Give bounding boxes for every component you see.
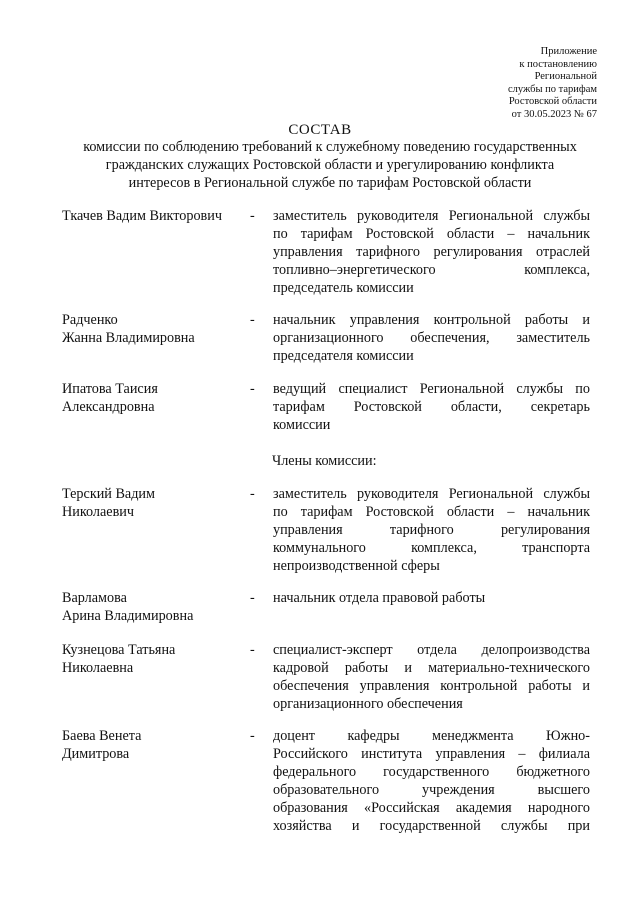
name-line: Баева Венета: [62, 728, 142, 744]
dash-separator: -: [250, 486, 255, 502]
appendix-note: [508, 46, 597, 121]
subtitle-line: интересов в Региональной службе по тарифам Ростовской области: [128, 175, 532, 191]
name-line: Николаевич: [62, 504, 135, 520]
document-title: СОСТАВ: [288, 122, 352, 138]
role-line: непроизводственной сферы: [273, 558, 440, 574]
member-role: [273, 311, 590, 365]
dash-separator: -: [250, 312, 255, 328]
role-line: Российского института управления – филиала: [273, 746, 590, 762]
name-line: Ипатова Таисия: [62, 381, 158, 397]
role-line: по тарифам Ростовской области – начальник: [273, 226, 590, 242]
name-line: Радченко: [62, 312, 118, 328]
member-role: [273, 380, 590, 434]
role-line: заместитель руководителя Региональной службы: [273, 486, 590, 502]
dash-separator: -: [250, 642, 255, 658]
name-line: Димитрова: [62, 746, 130, 762]
role-line: комиссии: [273, 417, 331, 433]
member-name: [62, 589, 247, 625]
appendix-line: Ростовской области: [508, 96, 597, 107]
role-line: коммунального комплекса, транспорта: [273, 540, 590, 556]
name-line: Николаевна: [62, 660, 134, 676]
members-heading: Члены комиссии:: [272, 453, 377, 469]
subtitle-line: гражданских служащих Ростовской области и урегулированию конфликта: [105, 157, 555, 173]
member-role: [273, 207, 590, 297]
role-line: организационного обеспечения: [273, 696, 463, 712]
dash-separator: -: [250, 728, 255, 744]
member-name: [62, 311, 247, 347]
appendix-line: от 30.05.2023 № 67: [511, 108, 597, 120]
role-line: управления тарифного регулирования отраслей: [273, 244, 590, 260]
appendix-line: Региональной: [534, 71, 597, 82]
member-role: [273, 641, 590, 713]
role-line: начальник отдела правовой работы: [273, 590, 486, 606]
name-line: Терский Вадим: [62, 486, 155, 502]
role-line: образования «Российская академия народного: [273, 800, 590, 816]
appendix-line: службы по тарифам: [508, 83, 597, 95]
role-line: топливно–энергетического комплекса,: [273, 262, 590, 278]
name-line: Ткачев Вадим Викторович: [62, 208, 222, 224]
role-line: тарифам Ростовской области, секретарь: [273, 399, 590, 415]
member-name: [62, 641, 247, 677]
role-line: по тарифам Ростовской области – начальник: [273, 504, 590, 520]
name-line: Кузнецова Татьяна: [62, 642, 176, 658]
member-role: [273, 589, 590, 607]
name-line: Александровна: [62, 399, 155, 415]
role-line: обеспечения управления контрольной работы и: [273, 678, 590, 694]
member-role: [273, 485, 590, 575]
role-line: ведущий специалист Региональной службы по: [273, 381, 590, 397]
role-line: хозяйства и государственной службы при: [273, 818, 590, 834]
member-name: [62, 380, 247, 416]
role-line: начальник управления контрольной работы и: [273, 312, 590, 328]
member-name: [62, 207, 247, 225]
name-line: Варламова: [62, 590, 127, 606]
dash-separator: -: [250, 208, 255, 224]
role-line: председатель комиссии: [273, 280, 414, 296]
role-line: образовательного учреждения высшего: [273, 782, 590, 798]
name-line: Арина Владимировна: [62, 608, 194, 624]
member-name: [62, 727, 247, 763]
appendix-line: Приложение: [540, 46, 597, 57]
role-line: председателя комиссии: [273, 348, 414, 364]
role-line: доцент кафедры менеджмента Южно-: [273, 728, 590, 744]
role-line: специалист-эксперт отдела делопроизводства: [273, 642, 590, 658]
subtitle-line: комиссии по соблюдению требований к служебному поведению государственных: [83, 139, 577, 155]
role-line: федерального государственного бюджетного: [273, 764, 590, 780]
role-line: кадровой работы и материально-технического: [273, 660, 590, 676]
role-line: управления тарифного регулирования: [273, 522, 590, 538]
member-role: [273, 727, 590, 835]
role-line: организационного обеспечения, заместитель: [273, 330, 590, 346]
appendix-line: к постановлению: [519, 58, 597, 70]
dash-separator: -: [250, 590, 255, 606]
document-subtitle: [50, 138, 610, 192]
role-line: заместитель руководителя Региональной службы: [273, 208, 590, 224]
dash-separator: -: [250, 381, 255, 397]
name-line: Жанна Владимировна: [62, 330, 195, 346]
member-name: [62, 485, 247, 521]
